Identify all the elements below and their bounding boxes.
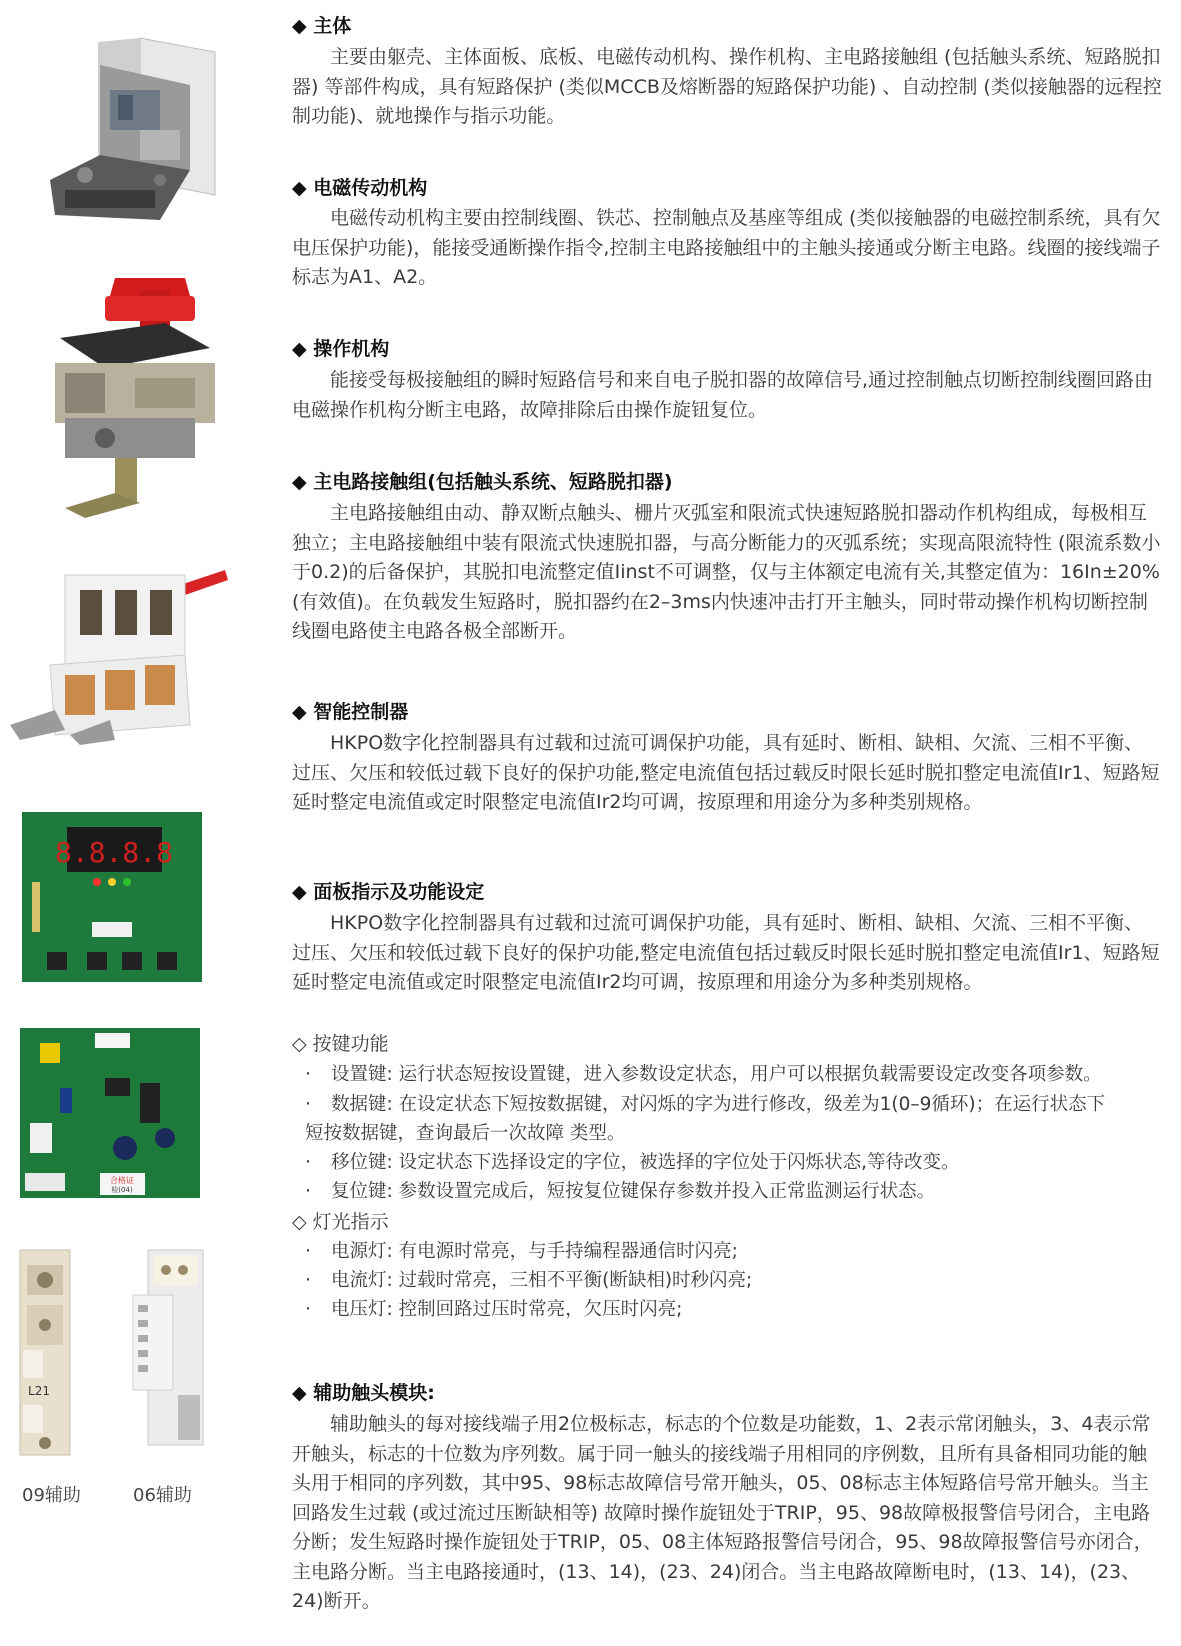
section-heading-operating-mechanism: ◆ 操作机构 [292,338,390,360]
section-text-main-body: 主要由躯壳、主体面板、底板、电磁传动机构、操作机构、主电路接触组 (包括触头系统、短路脱扣器) 等部件构成，具有短路保护 (类似MCCB及熔断器的短路保护功能) 、自动控制 (类似接触器的远程控制功能)、就地操作与指示功能。 [292,46,1162,127]
section-text-panel-settings: HKPO数字化控制器具有过载和过流可调保护功能，具有延时、断相、缺相、欠流、三相不平衡、过压、欠压和较低过载下良好的保护功能,整定电流值包括过载反时限长延时脱扣整定电流值Ir1、短路短延时整定电流值或定时限整定电流值Ir2均可调，按原理和用途分为多种类别规格。 [292,912,1160,993]
lights-heading: ◇ 灯光指示 [292,1211,389,1233]
section-text-electromagnetic: 电磁传动机构主要由控制线圈、铁芯、控制触点及基座等组成 (类似接触器的电磁控制系统，具有欠电压保护功能)，能接受通断操作指令,控制主电路接触组中的主触头接通或分断主电路。线圈的接线端子标志为A1、A2。 [292,207,1161,288]
aux-module-06-photo [128,1245,208,1450]
operating-mechanism-photo [45,268,230,528]
key-item-reset-text: 复位键: 参数设置完成后，短按复位键保存参数并投入正常监测运行状态。 [331,1181,936,1202]
section-heading-main-body: ◆ 主体 [292,15,352,37]
key-item-shift: · 移位键: 设定状态下选择设定的字位，被选择的字位处于闪烁状态,等待改变。 [305,1152,960,1173]
key-item-data-text: 数据键: 在设定状态下短按数据键，对闪烁的字为进行修改，级差为1(0–9循环)；在运行状态下 [331,1094,1106,1115]
section-heading-panel-settings: ◆ 面板指示及功能设定 [292,881,485,903]
cert-label: 合格证 [110,1176,134,1185]
key-item-data-cont: 短按数据键，查询最后一次故障 类型。 [305,1123,626,1144]
key-item-data: · 数据键: 在设定状态下短按数据键，对闪烁的字为进行修改，级差为1(0–9循环)；在运行状态下 [305,1094,1106,1115]
section-heading-contact-group: ◆ 主电路接触组(包括触头系统、短路脱扣器) [292,471,673,493]
key-item-set: · 设置键: 运行状态短按设置键，进入参数设定状态，用户可以根据负载需要设定改变各项参数。 [305,1064,1102,1085]
light-item-current-text: 电流灯: 过载时常亮，三相不平衡(断缺相)时秒闪亮; [331,1270,753,1291]
contact-group-photo [10,565,235,750]
light-item-current: · 电流灯: 过载时常亮，三相不平衡(断缺相)时秒闪亮; [305,1270,753,1291]
section-text-smart-controller: HKPO数字化控制器具有过载和过流可调保护功能，具有延时、断相、缺相、欠流、三相不平衡、过压、欠压和较低过载下良好的保护功能,整定电流值包括过载反时限长延时脱扣整定电流值Ir1、短路短延时整定电流值或定时限整定电流值Ir2均可调，按原理和用途分为多种类别规格。 [292,732,1160,813]
light-item-voltage: · 电压灯: 控制回路过压时常亮，欠压时闪亮; [305,1299,683,1320]
aux-06-caption: 06辅助 [133,1485,192,1506]
light-item-voltage-text: 电压灯: 控制回路过压时常亮，欠压时闪亮; [331,1299,683,1320]
key-item-shift-text: 移位键: 设定状态下选择设定的字位，被选择的字位处于闪烁状态,等待改变。 [331,1152,960,1173]
aux-module-09-photo [15,1245,75,1460]
section-text-operating-mechanism: 能接受每极接触组的瞬时短路信号和来自电子脱扣器的故障信号,通过控制触点切断控制线圈回路由电磁操作机构分断主电路，故障排除后由操作旋钮复位。 [292,369,1154,421]
key-item-set-text: 设置键: 运行状态短按设置键，进入参数设定状态，用户可以根据负载需要设定改变各项参数。 [331,1064,1102,1085]
key-item-reset: · 复位键: 参数设置完成后，短按复位键保存参数并投入正常监测运行状态。 [305,1181,936,1202]
aux-l21-label: L21 [28,1384,50,1398]
section-text-aux-module: 辅助触头的每对接线端子用2位极标志，标志的个位数是功能数，1、2表示常闭触头，3、4表示常开触头，标志的十位数为序列数。属于同一触头的接线端子用相同的序例数，且所有具备相同功能的触头用于相同的序列数，其中95、98标志故障信号常开触头，05、08标志主体短路信号常开触头。当主回路发生过载 (或过流过压断缺相等) 故障时操作旋钮处于TRIP，95、98故障极报警信号闭合，主电路分断；发生短路时操作旋钮处于TRIP，05、08主体短路报警信号闭合，95、98故障报警信号亦闭合，主电路分断。当主电路接通时，(13、14)，(23、24)闭合。当主电路故障断电时，(13、14)，(23、24)断开。 [292,1413,1153,1612]
segment-display: 8.8.8.8 [54,836,174,869]
keys-heading: ◇ 按键功能 [292,1033,389,1055]
section-heading-aux-module: ◆ 辅助触头模块: [292,1382,435,1404]
section-heading-electromagnetic: ◆ 电磁传动机构 [292,177,428,199]
cert-label-2: 检(04) [111,1186,133,1194]
light-item-power-text: 电源灯: 有电源时常亮，与手持编程器通信时闪亮; [331,1241,738,1262]
light-item-power: · 电源灯: 有电源时常亮，与手持编程器通信时闪亮; [305,1241,738,1262]
aux-09-caption: 09辅助 [22,1485,81,1506]
section-text-contact-group: 主电路接触组由动、静双断点触头、栅片灭弧室和限流式快速短路脱扣器动作机构组成，每极相互独立；主电路接触组中装有限流式快速脱扣器，与高分断能力的灭弧系统；实现高限流特性 (限流系数小于0.2)的后备保护，其脱扣电流整定值Iinst不可调整，仅与主体额定电流有关,其整定值为：16In±20% (有效值)。在负载发生短路时，脱扣器约在2–3ms内快速冲击打开主触头，同时带动操作机构切断控制线圈电路使主电路各极全部断开。 [292,502,1161,642]
controller-display-board-photo [22,812,202,982]
main-body-photo [40,30,235,230]
section-heading-smart-controller: ◆ 智能控制器 [292,701,409,723]
controller-pcb-photo [20,1028,200,1198]
